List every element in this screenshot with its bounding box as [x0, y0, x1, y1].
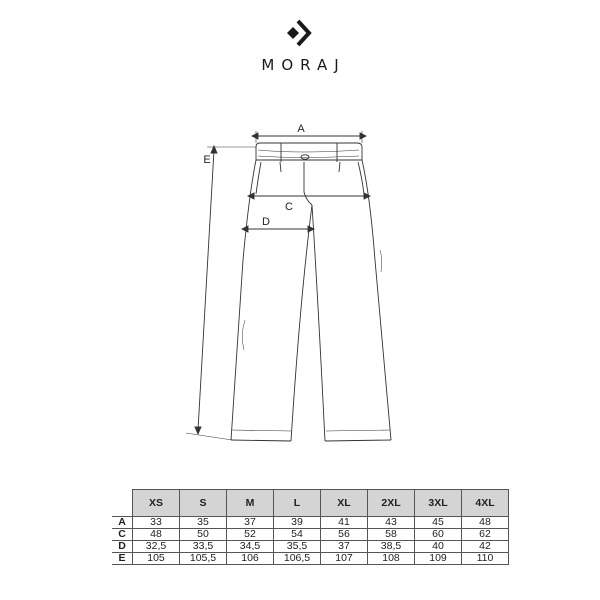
size-table: [112, 489, 509, 565]
table-cell: 109: [415, 553, 462, 565]
table-cell: 33: [133, 517, 180, 529]
size-header: L: [274, 490, 321, 517]
table-cell: 62: [462, 529, 509, 541]
table-cell: 106: [227, 553, 274, 565]
table-cell: 45: [415, 517, 462, 529]
size-header: XS: [133, 490, 180, 517]
pants-outline: [231, 143, 391, 441]
table-cell: 54: [274, 529, 321, 541]
table-cell: 43: [368, 517, 415, 529]
table-cell: 60: [415, 529, 462, 541]
table-cell: 40: [415, 541, 462, 553]
table-row: [112, 541, 509, 553]
table-cell: 32,5: [133, 541, 180, 553]
measurement-labels: [203, 123, 305, 228]
label-c: C: [285, 201, 293, 213]
table-cell: 37: [227, 517, 274, 529]
table-cell: 107: [321, 553, 368, 565]
row-label: A: [112, 517, 133, 529]
table-row: [112, 517, 509, 529]
size-header: 3XL: [415, 490, 462, 517]
table-cell: 106,5: [274, 553, 321, 565]
table-cell: 39: [274, 517, 321, 529]
table-cell: 105: [133, 553, 180, 565]
brand-name: MORAJ: [261, 56, 346, 74]
table-cell: 37: [321, 541, 368, 553]
table-cell: 33,5: [180, 541, 227, 553]
label-d: D: [262, 216, 270, 228]
size-header: XL: [321, 490, 368, 517]
table-cell: 105,5: [180, 553, 227, 565]
table-cell: 110: [462, 553, 509, 565]
table-row: [112, 553, 509, 565]
label-a: A: [297, 123, 305, 135]
size-header: 2XL: [368, 490, 415, 517]
row-label: E: [112, 553, 133, 565]
table-cell: 50: [180, 529, 227, 541]
table-cell: 48: [133, 529, 180, 541]
size-header: S: [180, 490, 227, 517]
table-cell: 35: [180, 517, 227, 529]
size-header: M: [227, 490, 274, 517]
measurement-lines: [186, 131, 370, 440]
label-e: E: [203, 154, 211, 166]
table-cell: 42: [462, 541, 509, 553]
table-row: [112, 529, 509, 541]
table-cell: 58: [368, 529, 415, 541]
table-corner: [112, 490, 133, 517]
table-cell: 35,5: [274, 541, 321, 553]
table-cell: 48: [462, 517, 509, 529]
table-cell: 34,5: [227, 541, 274, 553]
row-label: C: [112, 529, 133, 541]
table-cell: 52: [227, 529, 274, 541]
row-label: D: [112, 541, 133, 553]
table-cell: 41: [321, 517, 368, 529]
size-header: 4XL: [462, 490, 509, 517]
table-cell: 56: [321, 529, 368, 541]
table-cell: 108: [368, 553, 415, 565]
table-cell: 38,5: [368, 541, 415, 553]
size-header-row: [112, 490, 509, 517]
